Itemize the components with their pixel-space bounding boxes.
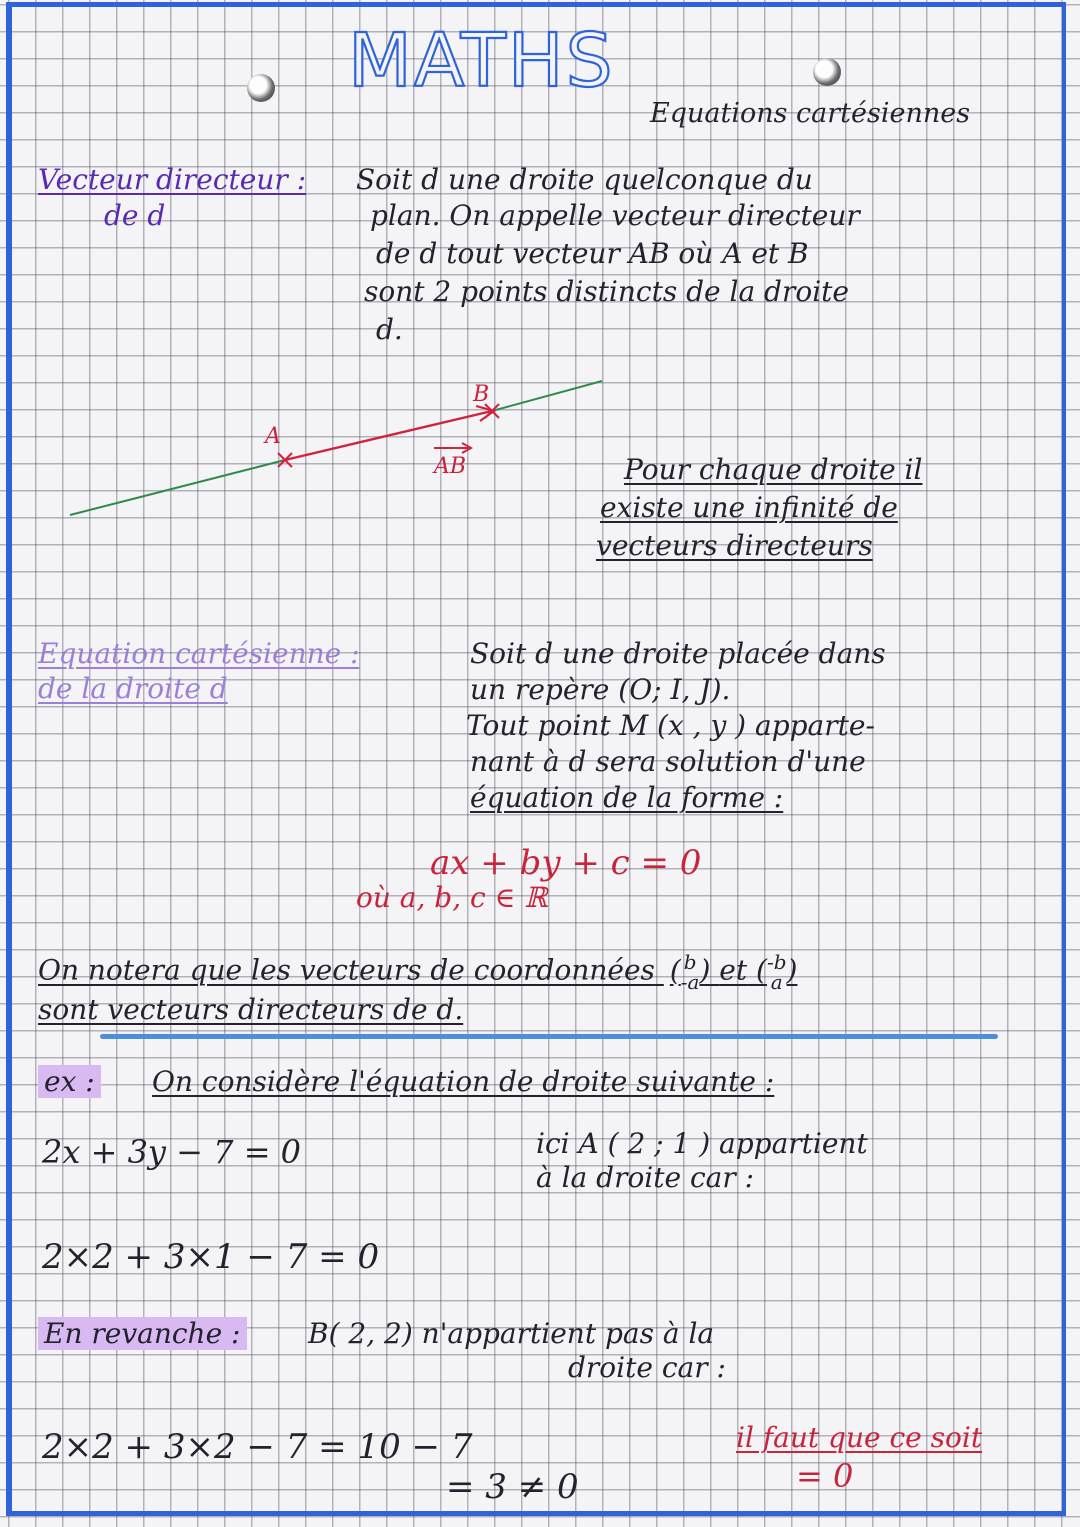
coefficient-condition: où a, b, c ∈ ℝ xyxy=(356,881,548,914)
definition-line: Soit d une droite quelconque du xyxy=(356,163,813,196)
vector-coords-2 xyxy=(767,952,787,992)
definition-line: nant à d sera solution d'une xyxy=(470,745,866,778)
remark-text: On notera que les vecteurs de coordonnées xyxy=(38,953,655,987)
example-note-line-2: à la droite car : xyxy=(536,1161,755,1194)
example-intro: On considère l'équation de droite suivante : xyxy=(152,1065,775,1098)
check-point-a: 2×2 + 3×1 − 7 = 0 xyxy=(42,1237,380,1277)
line-d-left xyxy=(70,460,285,515)
term-vecteur-directeur: Vecteur directeur : xyxy=(38,163,307,196)
definition-line: d. xyxy=(376,313,403,346)
line-d-right xyxy=(492,381,602,411)
frac-top: b xyxy=(683,950,697,974)
term-vecteur-directeur-2: de d xyxy=(104,199,166,232)
example-tag xyxy=(38,1065,101,1098)
example-note-line-1: ici A ( 2 ; 1 ) appartient xyxy=(536,1127,868,1160)
definition-line: de d tout vecteur AB où A et B xyxy=(376,237,809,270)
point-a-label: A xyxy=(265,424,281,449)
note-line: existe une infinité de xyxy=(600,491,898,524)
general-equation: ax + by + c = 0 xyxy=(430,843,702,883)
remark-line-1: On notera que les vecteurs de coordonnées ( b -a) et (-b a ) xyxy=(38,950,798,994)
note-line: Pour chaque droite il xyxy=(624,453,923,486)
frac-bottom: -a xyxy=(680,970,700,994)
definition-line: équation de la forme : xyxy=(470,781,784,814)
term-equation-cartesienne-2: de la droite d xyxy=(38,672,228,705)
aside-must-be-zero: il faut que ce soit xyxy=(736,1421,983,1454)
contrast-text-2: droite car : xyxy=(568,1351,726,1384)
page-title: MATHS xyxy=(348,18,615,104)
term-equation-cartesienne: Equation cartésienne : xyxy=(38,637,360,670)
frac-bottom: a xyxy=(770,970,783,994)
page-subtitle: Equations cartésiennes xyxy=(650,98,971,129)
vector-ab-label: AB xyxy=(434,454,467,479)
check-point-b: 2×2 + 3×2 − 7 = 10 − 7 xyxy=(42,1427,473,1467)
section-divider xyxy=(100,1034,998,1039)
example-equation: 2x + 3y − 7 = 0 xyxy=(42,1133,302,1171)
check-point-b-result: = 3 ≠ 0 xyxy=(446,1467,579,1507)
contrast-text: B( 2, 2) n'appartient pas à la xyxy=(308,1317,715,1350)
example-tag-label: ex : xyxy=(38,1065,101,1098)
remark-et: et xyxy=(719,953,748,987)
definition-line: Tout point M (x , y ) apparte- xyxy=(466,709,875,742)
definition-line: sont 2 points distincts de la droite xyxy=(364,275,849,308)
definition-line: plan. On appelle vecteur directeur xyxy=(370,199,860,232)
point-b-label: B xyxy=(473,382,490,407)
vector-ab-segment xyxy=(285,411,492,460)
remark-line-2: sont vecteurs directeurs de d. xyxy=(38,993,464,1026)
definition-line: Soit d une droite placée dans xyxy=(470,637,886,670)
frac-top: -b xyxy=(766,950,787,974)
contrast-label-text: En revanche : xyxy=(38,1317,247,1350)
vector-coords-1 xyxy=(681,952,700,992)
note-line: vecteurs directeurs xyxy=(596,529,873,562)
aside-equals-zero: = 0 xyxy=(796,1457,854,1495)
contrast-label xyxy=(38,1317,247,1350)
definition-line: un repère (O; I, J). xyxy=(470,673,731,706)
